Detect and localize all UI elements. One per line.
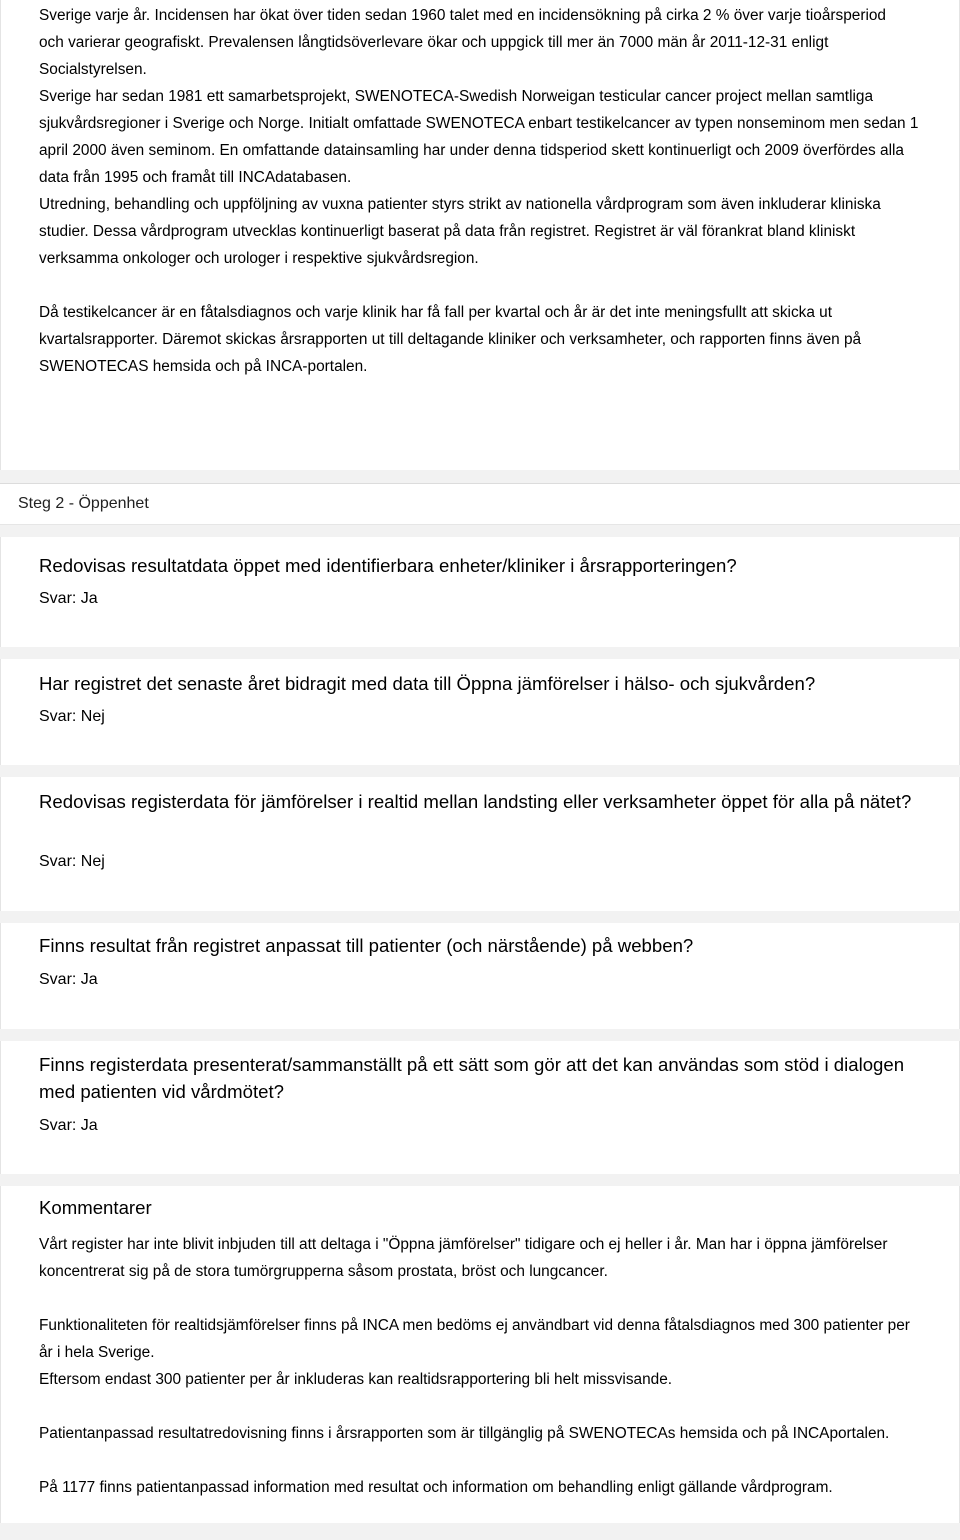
section-separator [0,470,960,483]
intro-paragraph-rapporter: Då testikelcancer är en fåtalsdiagnos och varje klinik har få fall per kvartal och år är det inte meningsfullt att skicka ut kvartalsrapporter. Däremot skickas årsrapporten ut till deltagande kliniker och verksamheter, och rapporten finns även på SWENOTECAS hemsida och på INCA-portalen. [39,304,862,375]
answer-open-results: Svar: Ja [39,590,98,607]
question-separator [0,911,960,923]
question-separator [0,1029,960,1041]
intro-paragraph-swenoteca: Sverige har sedan 1981 ett samarbetsprojekt, SWENOTECA-Swedish Norweigan testicular cancer project mellan samtliga sjukvårdsregioner i Sverige och Norge. Initialt omfattade SWENOTECA enbart testikelcancer av typen nonseminom men sedan 1 april 2000 även seminom. En omfattande datainsamling har under denna tidsperiod skett kontinuerligt och 2009 överfördes alla data från 1995 och framåt till INCAdatabasen. [39,88,919,186]
question-patient-dialogue: Finns registerdata presenterat/sammanställt på ett sätt som gör att det kan användas som stöd i dialogen med patienten vid vårdmötet? [39,1054,905,1102]
question-open-results: Redovisas resultatdata öppet med identifierbara enheter/kliniker i årsrapporteringen? [39,555,737,576]
intro-paragraph-incidence: Sverige varje år. Incidensen har ökat över tiden sedan 1960 talet med en incidensökning på cirka 2 % över varje tioårsperiod och varierar geografiskt. Prevalensen långtidsöverlevare ökar och uppgick till mer än 7000 män år 2011-12-31 enligt Socialstyrelsen. [39,7,886,78]
intro-paragraph-vardprogram: Utredning, behandling och uppföljning av vuxna patienter styrs strikt av nationella vårdprogram som även inkluderar kliniska studier. Dessa vårdprogram utvecklas kontinuerligt baserat på data från registret. Registret är väl förankrat bland kliniskt verksamma onkologer och urologer i respektive sjukvårdsregion. [39,196,881,267]
comment-paragraph-patient-results: Patientanpassad resultatredovisning finns i årsrapporten som är tillgänglig på SWENOTECAs hemsida och på INCAportalen. [39,1425,890,1442]
question-realtime-comparisons: Redovisas registerdata för jämförelser i realtid mellan landsting eller verksamheter öppet för alla på nätet? [39,791,912,812]
question-separator [0,765,960,777]
comment-paragraph-open-comparisons: Vårt register har inte blivit inbjuden till att deltaga i "Öppna jämförelser" tidigare och ej heller i år. Man har i öppna jämförelser koncentrerat sig på de stora tumörgrupperna såsom prostata, bröst och lungcancer. [39,1236,888,1280]
answer-patient-web-results: Svar: Ja [39,971,98,988]
step-title: Steg 2 - Öppenhet [18,495,149,512]
comment-paragraph-realtime: Funktionaliteten för realtidsjämförelser finns på INCA men bedöms ej användbart vid denna fåtalsdiagnos med 300 patienter per år i hela Sverige. [39,1317,910,1361]
question-open-comparisons: Har registret det senaste året bidragit med data till Öppna jämförelser i hälso- och sjukvården? [39,673,816,694]
question-separator [0,1174,960,1186]
comments-title: Kommentarer [39,1197,152,1218]
question-separator [0,647,960,659]
comment-paragraph-1177: På 1177 finns patientanpassad information med resultat och information om behandling enligt gällande vårdprogram. [39,1479,833,1496]
section-separator [0,525,960,537]
answer-patient-dialogue: Svar: Ja [39,1117,98,1134]
comment-paragraph-misleading: Eftersom endast 300 patienter per år inkluderas kan realtidsrapportering bli helt missvisande. [39,1371,673,1388]
answer-realtime-comparisons: Svar: Nej [39,853,105,870]
answer-open-comparisons: Svar: Nej [39,708,105,725]
bottom-separator [0,1523,960,1540]
question-patient-web-results: Finns resultat från registret anpassat till patienter (och närstående) på webben? [39,935,694,956]
step-header [0,483,960,525]
